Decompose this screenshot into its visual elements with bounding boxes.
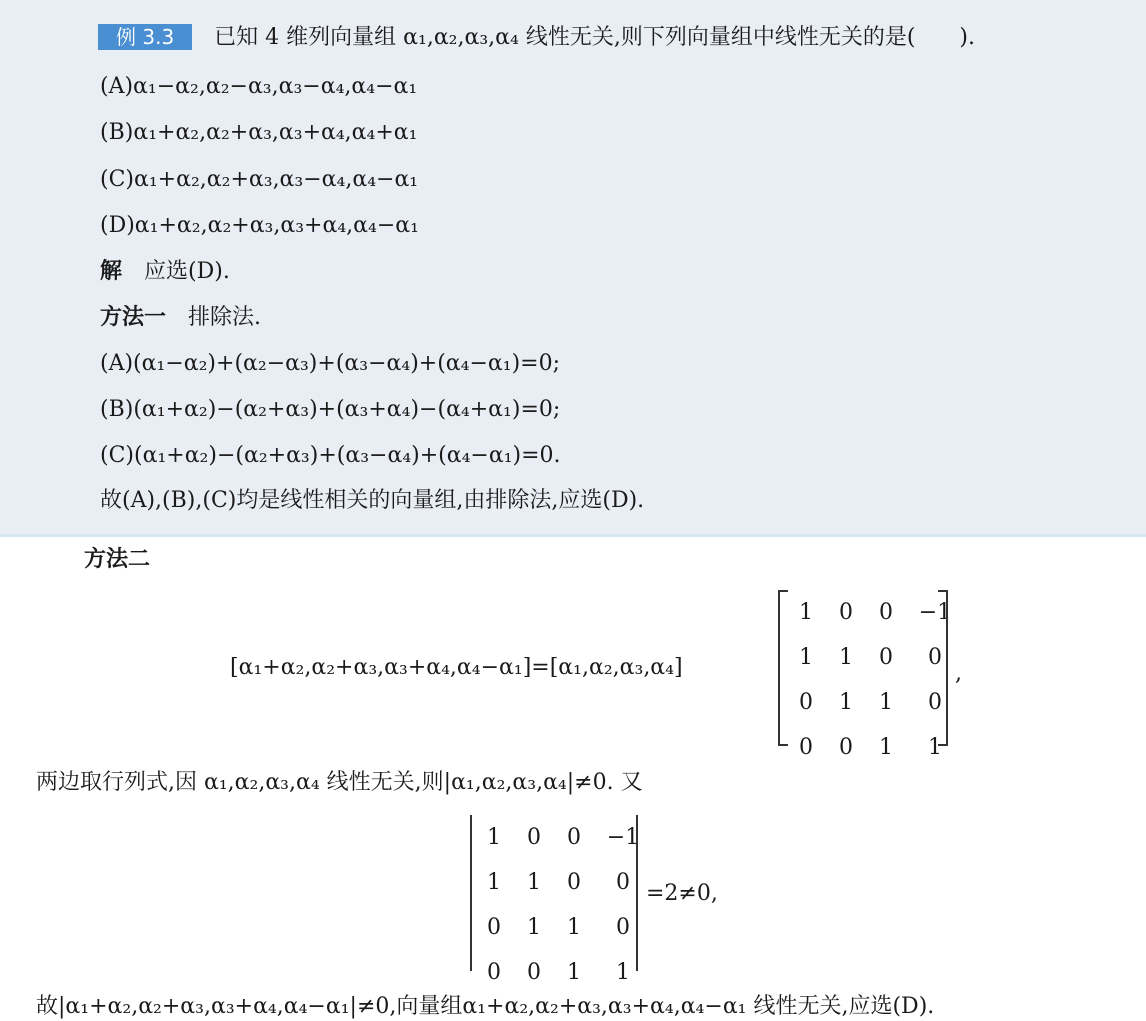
determinant-matrix [474,815,652,995]
matrix-cell: 0 [839,600,853,625]
option-b: (B)α₁+α₂,α₂+α₃,α₃+α₄,α₄+α₁ [100,120,418,145]
determinant-cell: −1 [606,825,640,850]
matrix-cell: 1 [928,735,942,760]
matrix-cell: 0 [799,690,813,715]
matrix-cell: 0 [879,645,893,670]
method1-heading [100,304,261,332]
determinant-cell: 1 [616,960,630,985]
determinant-cell: 1 [567,960,581,985]
determinant-cell: 1 [527,915,541,940]
matrix-cell: 0 [879,600,893,625]
method1-name: 排除法. [188,305,262,330]
option-a: (A)α₁−α₂,α₂−α₃,α₃−α₄,α₄−α₁ [100,74,418,99]
matrix-cell: 0 [839,735,853,760]
matrix-cell: −1 [918,600,952,625]
equation-lhs: [α₁+α₂,α₂+α₃,α₃+α₄,α₄−α₁]=[α₁,α₂,α₃,α₄] [230,655,683,680]
determinant-cell: 0 [487,915,501,940]
matrix-cell: 1 [839,690,853,715]
determinant-cell: 0 [567,825,581,850]
determinant-statement: 两边取行列式,因 α₁,α₂,α₃,α₄ 线性无关,则|α₁,α₂,α₃,α₄|≠0. 又 [36,770,643,795]
solution-label: 解 [100,259,123,284]
matrix-cell: 1 [879,735,893,760]
matrix-right-bracket [938,590,948,746]
determinant-cell: 0 [487,960,501,985]
determinant-result: =2≠0, [646,881,718,906]
question-line [98,24,975,52]
determinant-cell: 0 [527,825,541,850]
equation-comma: , [955,661,962,686]
determinant-cell: 0 [567,870,581,895]
method1-label: 方法一 [100,305,167,330]
matrix-cell: 1 [879,690,893,715]
solution-line [100,258,230,286]
matrix-cell: 0 [928,645,942,670]
method1-conclusion: 故(A),(B),(C)均是线性相关的向量组,由排除法,应选(D). [100,488,645,513]
determinant-cell: 1 [527,870,541,895]
panel-divider [0,534,1146,537]
question-text: 已知 4 维列向量组 α₁,α₂,α₃,α₄ 线性无关,则下列向量组中线性无关的是( ). [214,25,975,50]
matrix-cell: 1 [799,645,813,670]
example-tag: 例 3.3 [98,24,192,50]
final-conclusion: 故|α₁+α₂,α₂+α₃,α₃+α₄,α₄−α₁|≠0,向量组α₁+α₂,α₂+α₃,α₃+α₄,α₄−α₁ 线性无关,应选(D). [36,994,935,1019]
option-c: (C)α₁+α₂,α₂+α₃,α₃−α₄,α₄−α₁ [100,167,419,192]
matrix-cell: 0 [928,690,942,715]
method2-label: 方法二 [84,547,151,572]
matrix-cell: 1 [799,600,813,625]
method1-line-c: (C)(α₁+α₂)−(α₂+α₃)+(α₃−α₄)+(α₄−α₁)=0. [100,443,561,468]
matrix-cell: 0 [799,735,813,760]
determinant-cell: 0 [616,870,630,895]
determinant-cell: 0 [616,915,630,940]
solution-text: 应选(D). [144,259,230,284]
determinant-cell: 0 [527,960,541,985]
matrix-cell: 1 [839,645,853,670]
determinant-left-bar [470,815,472,971]
method1-line-a: (A)(α₁−α₂)+(α₂−α₃)+(α₃−α₄)+(α₄−α₁)=0; [100,351,561,376]
determinant-cell: 1 [487,870,501,895]
determinant-cell: 1 [487,825,501,850]
option-d: (D)α₁+α₂,α₂+α₃,α₃+α₄,α₄−α₁ [100,213,419,238]
method1-line-b: (B)(α₁+α₂)−(α₂+α₃)+(α₃+α₄)−(α₄+α₁)=0; [100,397,561,422]
determinant-right-bar [636,815,638,971]
determinant-cell: 1 [567,915,581,940]
